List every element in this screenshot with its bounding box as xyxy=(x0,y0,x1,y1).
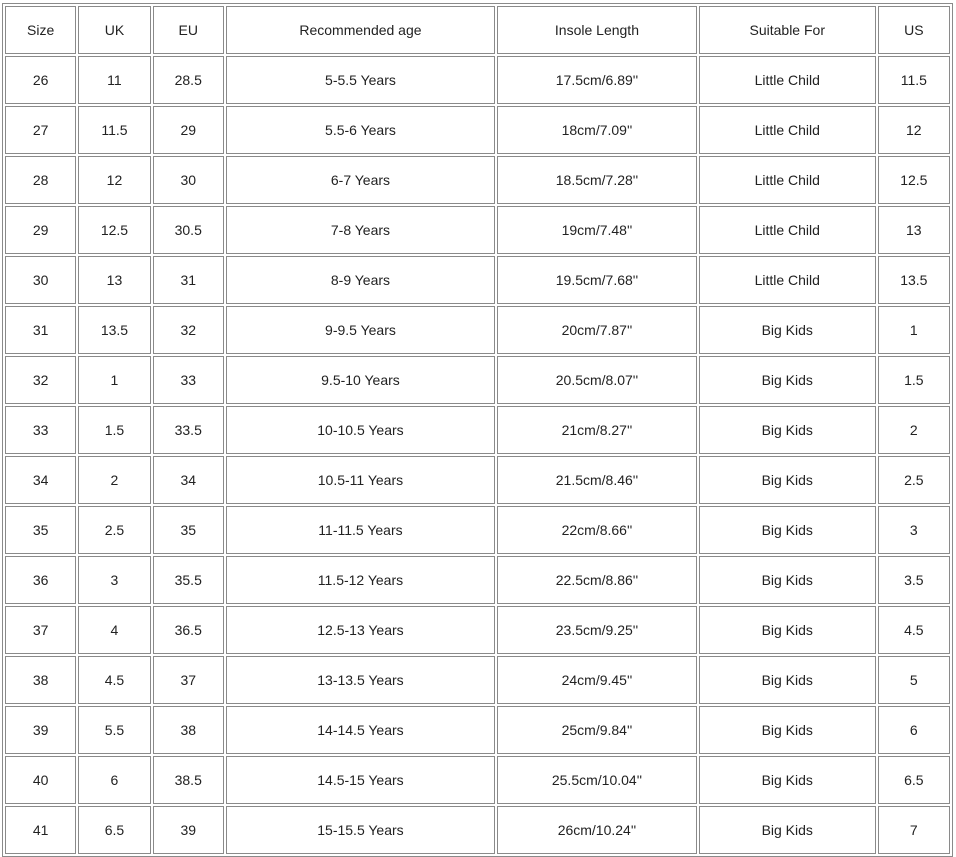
cell-us: 2 xyxy=(878,406,950,454)
cell-us: 1.5 xyxy=(878,356,950,404)
cell-size: 34 xyxy=(5,456,76,504)
table-row xyxy=(5,256,950,304)
cell-recommended-age: 10-10.5 Years xyxy=(226,406,495,454)
cell-size: 37 xyxy=(5,606,76,654)
cell-us: 6 xyxy=(878,706,950,754)
cell-insole-length: 19.5cm/7.68'' xyxy=(497,256,697,304)
cell-size: 30 xyxy=(5,256,76,304)
header-size: Size xyxy=(5,6,76,54)
cell-insole-length: 23.5cm/9.25'' xyxy=(497,606,697,654)
cell-eu: 32 xyxy=(153,306,224,354)
cell-recommended-age: 14-14.5 Years xyxy=(226,706,495,754)
cell-suitable-for: Big Kids xyxy=(699,656,876,704)
cell-insole-length: 18.5cm/7.28'' xyxy=(497,156,697,204)
table-row xyxy=(5,306,950,354)
header-suitable-for: Suitable For xyxy=(699,6,876,54)
cell-uk: 11 xyxy=(78,56,150,104)
table-row xyxy=(5,456,950,504)
cell-uk: 11.5 xyxy=(78,106,150,154)
cell-size: 32 xyxy=(5,356,76,404)
cell-recommended-age: 9.5-10 Years xyxy=(226,356,495,404)
cell-size: 35 xyxy=(5,506,76,554)
table-row xyxy=(5,106,950,154)
table-body xyxy=(5,56,950,854)
table-header xyxy=(5,6,950,54)
table-row xyxy=(5,156,950,204)
cell-size: 29 xyxy=(5,206,76,254)
header-insole-length: Insole Length xyxy=(497,6,697,54)
cell-us: 4.5 xyxy=(878,606,950,654)
cell-suitable-for: Little Child xyxy=(699,106,876,154)
cell-us: 12 xyxy=(878,106,950,154)
header-uk: UK xyxy=(78,6,150,54)
cell-insole-length: 17.5cm/6.89'' xyxy=(497,56,697,104)
cell-recommended-age: 15-15.5 Years xyxy=(226,806,495,854)
cell-suitable-for: Big Kids xyxy=(699,806,876,854)
header-recommended-age: Recommended age xyxy=(226,6,495,54)
cell-eu: 39 xyxy=(153,806,224,854)
cell-uk: 12 xyxy=(78,156,150,204)
cell-insole-length: 22cm/8.66'' xyxy=(497,506,697,554)
cell-uk: 3 xyxy=(78,556,150,604)
table-row xyxy=(5,406,950,454)
cell-size: 36 xyxy=(5,556,76,604)
cell-suitable-for: Big Kids xyxy=(699,756,876,804)
table-row xyxy=(5,806,950,854)
cell-insole-length: 21.5cm/8.46'' xyxy=(497,456,697,504)
cell-insole-length: 25cm/9.84'' xyxy=(497,706,697,754)
cell-uk: 4 xyxy=(78,606,150,654)
cell-eu: 37 xyxy=(153,656,224,704)
cell-suitable-for: Big Kids xyxy=(699,606,876,654)
cell-us: 7 xyxy=(878,806,950,854)
cell-eu: 33.5 xyxy=(153,406,224,454)
cell-insole-length: 18cm/7.09'' xyxy=(497,106,697,154)
table-row xyxy=(5,556,950,604)
cell-suitable-for: Little Child xyxy=(699,256,876,304)
table-row xyxy=(5,606,950,654)
cell-suitable-for: Big Kids xyxy=(699,356,876,404)
cell-insole-length: 24cm/9.45'' xyxy=(497,656,697,704)
cell-recommended-age: 12.5-13 Years xyxy=(226,606,495,654)
table-row xyxy=(5,56,950,104)
table-row xyxy=(5,656,950,704)
cell-eu: 34 xyxy=(153,456,224,504)
cell-uk: 13.5 xyxy=(78,306,150,354)
cell-eu: 35.5 xyxy=(153,556,224,604)
cell-recommended-age: 5.5-6 Years xyxy=(226,106,495,154)
cell-recommended-age: 9-9.5 Years xyxy=(226,306,495,354)
cell-us: 11.5 xyxy=(878,56,950,104)
cell-eu: 31 xyxy=(153,256,224,304)
cell-eu: 36.5 xyxy=(153,606,224,654)
cell-uk: 1.5 xyxy=(78,406,150,454)
cell-uk: 1 xyxy=(78,356,150,404)
table-row xyxy=(5,506,950,554)
cell-size: 41 xyxy=(5,806,76,854)
cell-size: 27 xyxy=(5,106,76,154)
cell-us: 13 xyxy=(878,206,950,254)
cell-suitable-for: Big Kids xyxy=(699,506,876,554)
cell-recommended-age: 10.5-11 Years xyxy=(226,456,495,504)
cell-size: 28 xyxy=(5,156,76,204)
cell-size: 39 xyxy=(5,706,76,754)
header-row xyxy=(5,6,950,54)
cell-suitable-for: Little Child xyxy=(699,156,876,204)
table-row xyxy=(5,356,950,404)
cell-recommended-age: 11-11.5 Years xyxy=(226,506,495,554)
cell-uk: 5.5 xyxy=(78,706,150,754)
cell-us: 12.5 xyxy=(878,156,950,204)
size-chart-table xyxy=(2,3,953,857)
cell-eu: 28.5 xyxy=(153,56,224,104)
header-us: US xyxy=(878,6,950,54)
cell-size: 40 xyxy=(5,756,76,804)
cell-us: 3.5 xyxy=(878,556,950,604)
cell-uk: 12.5 xyxy=(78,206,150,254)
cell-suitable-for: Big Kids xyxy=(699,706,876,754)
cell-recommended-age: 14.5-15 Years xyxy=(226,756,495,804)
cell-eu: 35 xyxy=(153,506,224,554)
cell-uk: 2.5 xyxy=(78,506,150,554)
cell-eu: 38 xyxy=(153,706,224,754)
cell-size: 33 xyxy=(5,406,76,454)
cell-eu: 30.5 xyxy=(153,206,224,254)
cell-insole-length: 26cm/10.24'' xyxy=(497,806,697,854)
cell-recommended-age: 13-13.5 Years xyxy=(226,656,495,704)
cell-us: 6.5 xyxy=(878,756,950,804)
cell-eu: 30 xyxy=(153,156,224,204)
cell-recommended-age: 5-5.5 Years xyxy=(226,56,495,104)
cell-uk: 6.5 xyxy=(78,806,150,854)
cell-us: 13.5 xyxy=(878,256,950,304)
cell-suitable-for: Big Kids xyxy=(699,556,876,604)
cell-insole-length: 19cm/7.48'' xyxy=(497,206,697,254)
cell-insole-length: 21cm/8.27'' xyxy=(497,406,697,454)
cell-suitable-for: Big Kids xyxy=(699,406,876,454)
cell-insole-length: 22.5cm/8.86'' xyxy=(497,556,697,604)
cell-us: 3 xyxy=(878,506,950,554)
cell-size: 26 xyxy=(5,56,76,104)
cell-eu: 38.5 xyxy=(153,756,224,804)
table-row xyxy=(5,706,950,754)
table-row xyxy=(5,206,950,254)
cell-uk: 2 xyxy=(78,456,150,504)
cell-uk: 13 xyxy=(78,256,150,304)
cell-size: 38 xyxy=(5,656,76,704)
cell-insole-length: 20cm/7.87'' xyxy=(497,306,697,354)
cell-insole-length: 25.5cm/10.04'' xyxy=(497,756,697,804)
cell-recommended-age: 8-9 Years xyxy=(226,256,495,304)
cell-eu: 29 xyxy=(153,106,224,154)
cell-recommended-age: 11.5-12 Years xyxy=(226,556,495,604)
cell-uk: 6 xyxy=(78,756,150,804)
cell-insole-length: 20.5cm/8.07'' xyxy=(497,356,697,404)
cell-us: 5 xyxy=(878,656,950,704)
cell-uk: 4.5 xyxy=(78,656,150,704)
cell-suitable-for: Little Child xyxy=(699,56,876,104)
header-eu: EU xyxy=(153,6,224,54)
cell-eu: 33 xyxy=(153,356,224,404)
cell-suitable-for: Big Kids xyxy=(699,456,876,504)
cell-us: 1 xyxy=(878,306,950,354)
cell-recommended-age: 7-8 Years xyxy=(226,206,495,254)
cell-suitable-for: Little Child xyxy=(699,206,876,254)
table-row xyxy=(5,756,950,804)
cell-recommended-age: 6-7 Years xyxy=(226,156,495,204)
cell-us: 2.5 xyxy=(878,456,950,504)
cell-size: 31 xyxy=(5,306,76,354)
cell-suitable-for: Big Kids xyxy=(699,306,876,354)
